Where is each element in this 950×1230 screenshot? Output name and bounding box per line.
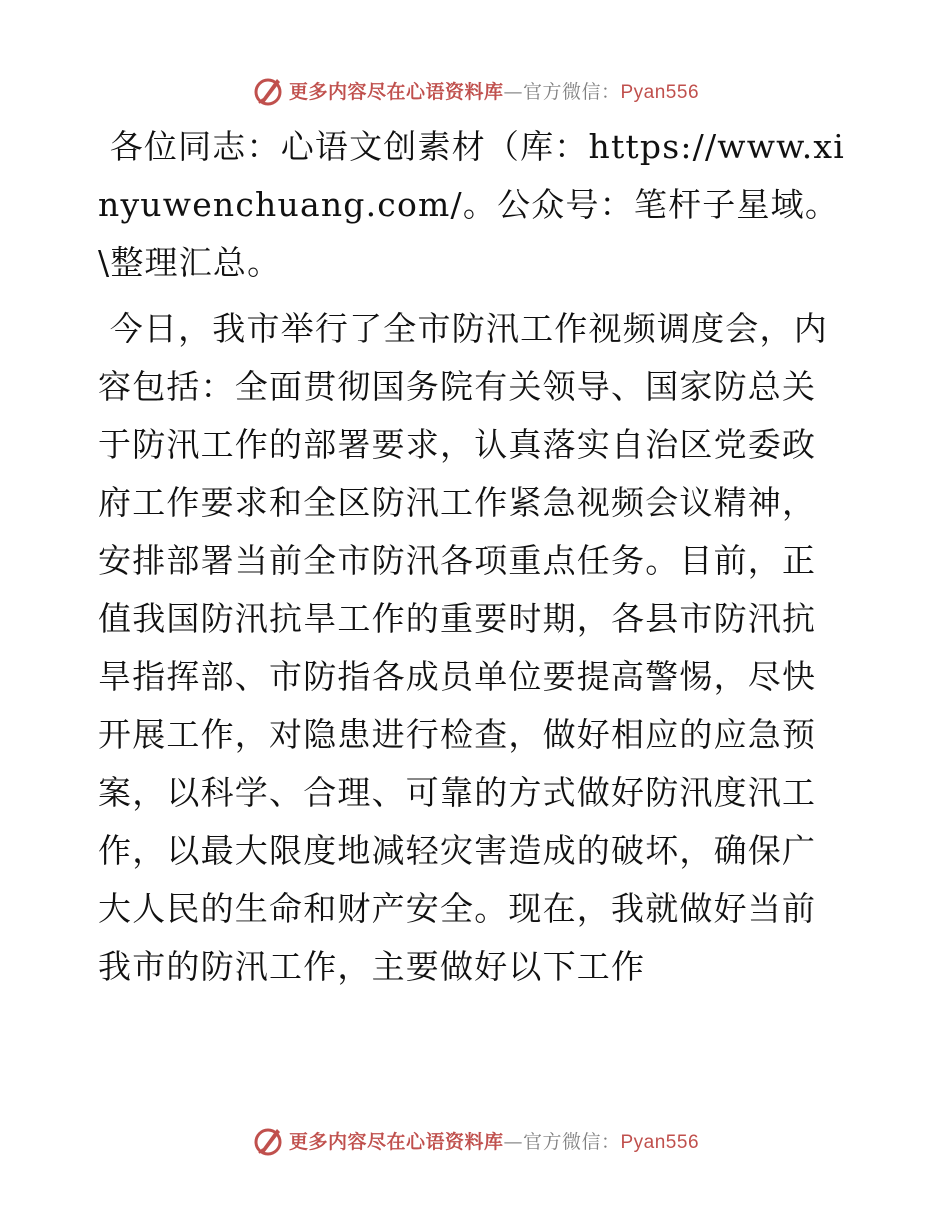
quill-pen-logo-icon xyxy=(251,73,285,107)
banner-text: 更多内容尽在心语资料库—官方微信：Pyan556 xyxy=(288,1130,700,1153)
paragraph-greeting: 各位同志：心语文创素材（库：https://www.xinyuwenchuang.com/。公众号：笔杆子星域。\整理汇总。 xyxy=(98,127,845,282)
banner-text: 更多内容尽在心语资料库—官方微信：Pyan556 xyxy=(288,80,700,103)
footer-watermark-banner xyxy=(0,1120,950,1160)
document-body xyxy=(98,118,850,996)
header-watermark-banner xyxy=(0,70,950,110)
paragraph-main: 今日，我市举行了全市防汛工作视频调度会，内容包括：全面贯彻国务院有关领导、国家防总关于防汛工作的部署要求，认真落实自治区党委政府工作要求和全区防汛工作紧急视频会议精神，安排部署当前全市防汛各项重点任务。目前，正值我国防汛抗旱工作的重要时期，各县市防汛抗旱指挥部、市防指各成员单位要提高警惕，尽快开展工作，对隐患进行检查，做好相应的应急预案，以科学、合理、可靠的方式做好防汛度汛工作，以最大限度地减轻灾害造成的破坏，确保广大人民的生命和财产安全。现在，我就做好当前我市的防汛工作，主要做好以下工作 xyxy=(98,309,828,986)
quill-pen-logo-icon xyxy=(251,1123,285,1157)
